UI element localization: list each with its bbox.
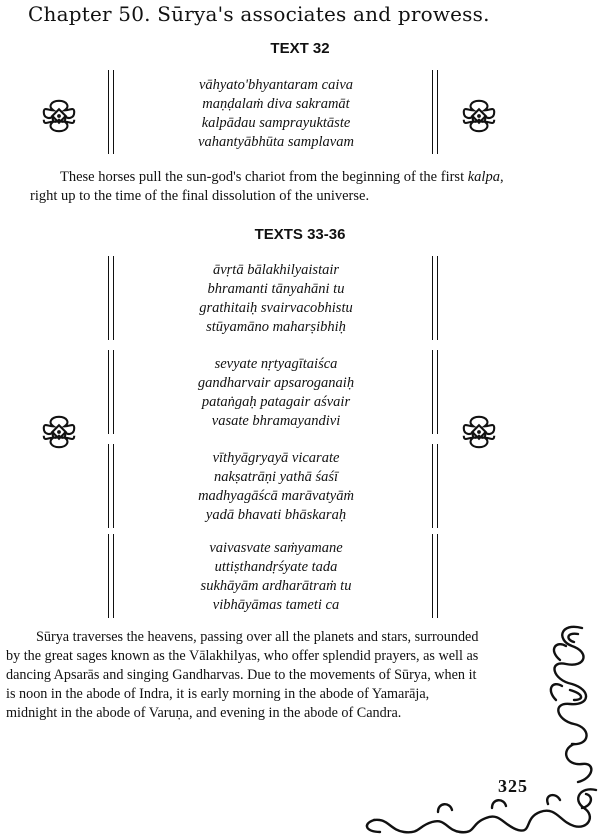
verse-line: kalpādau samprayuktāste bbox=[201, 115, 351, 131]
paragraph-line: dancing Apsarās and singing Gandharvas. Due to the movements of Sūrya, when it bbox=[6, 667, 477, 683]
paragraph-line: is noon in the abode of Indra, it is early morning in the abode of Yamarāja, bbox=[6, 686, 430, 702]
chapter-title: Chapter 50. Sūrya's associates and prowess. bbox=[28, 2, 490, 26]
verse-line: vaivasvate saṁyamane bbox=[209, 540, 343, 556]
text-32-heading: TEXT 32 bbox=[270, 40, 330, 57]
paragraph-line: right up to the time of the final dissolution of the universe. bbox=[30, 188, 370, 204]
verse-line: grathitaiḥ svairvacobhistu bbox=[199, 300, 353, 316]
texts-33-36-heading: TEXTS 33-36 bbox=[254, 226, 346, 243]
verse-line: vasate bhramayandivi bbox=[211, 413, 341, 429]
verse-line: āvṛtā bālakhilyaistair bbox=[212, 262, 340, 278]
paragraph-line: midnight in the abode of Varuṇa, and evening in the abode of Candra. bbox=[6, 705, 402, 721]
verse-line: vāhyato'bhyantaram caiva bbox=[198, 77, 354, 93]
paragraph-line: Sūrya traverses the heavens, passing over all the planets and stars, surrounded bbox=[36, 629, 479, 645]
verse-line: stūyamāno maharṣibhiḥ bbox=[206, 319, 346, 335]
verse-line: sevyate nṛtyagītaiśca bbox=[214, 356, 338, 372]
verse-line: nakṣatrāṇi yathā śaśī bbox=[213, 469, 339, 485]
verse-line: madhyagāścā marāvatyāṁ bbox=[198, 488, 354, 504]
paragraph-line: by the great sages known as the Vālakhilyas, who offer splendid prayers, as well as bbox=[6, 648, 479, 664]
verse-line: vibhāyāmas tameti ca bbox=[212, 597, 340, 613]
verse-line: yadā bhavati bhāskaraḥ bbox=[205, 507, 347, 523]
page-number: 325 bbox=[498, 776, 528, 796]
verse-line: vahantyābhūta samplavam bbox=[198, 134, 354, 150]
paragraph-line: These horses pull the sun-god's chariot from the beginning of the first kalpa, bbox=[60, 169, 504, 185]
italic-term: kalpa bbox=[467, 169, 500, 185]
verse-line: pataṅgaḥ patagair aśvair bbox=[201, 394, 351, 410]
verse-line: vīthyāgryayā vicarate bbox=[212, 450, 340, 466]
verse-line: uttiṣthandṛśyate tada bbox=[214, 559, 338, 575]
verse-line: gandharvair apsaroganaiḥ bbox=[197, 375, 355, 391]
verse-line: maṇḍalaṁ diva sakramāt bbox=[202, 96, 350, 112]
verse-line: bhramanti tānyahāni tu bbox=[207, 281, 345, 297]
verse-line: sukhāyām ardharātraṁ tu bbox=[200, 578, 352, 594]
